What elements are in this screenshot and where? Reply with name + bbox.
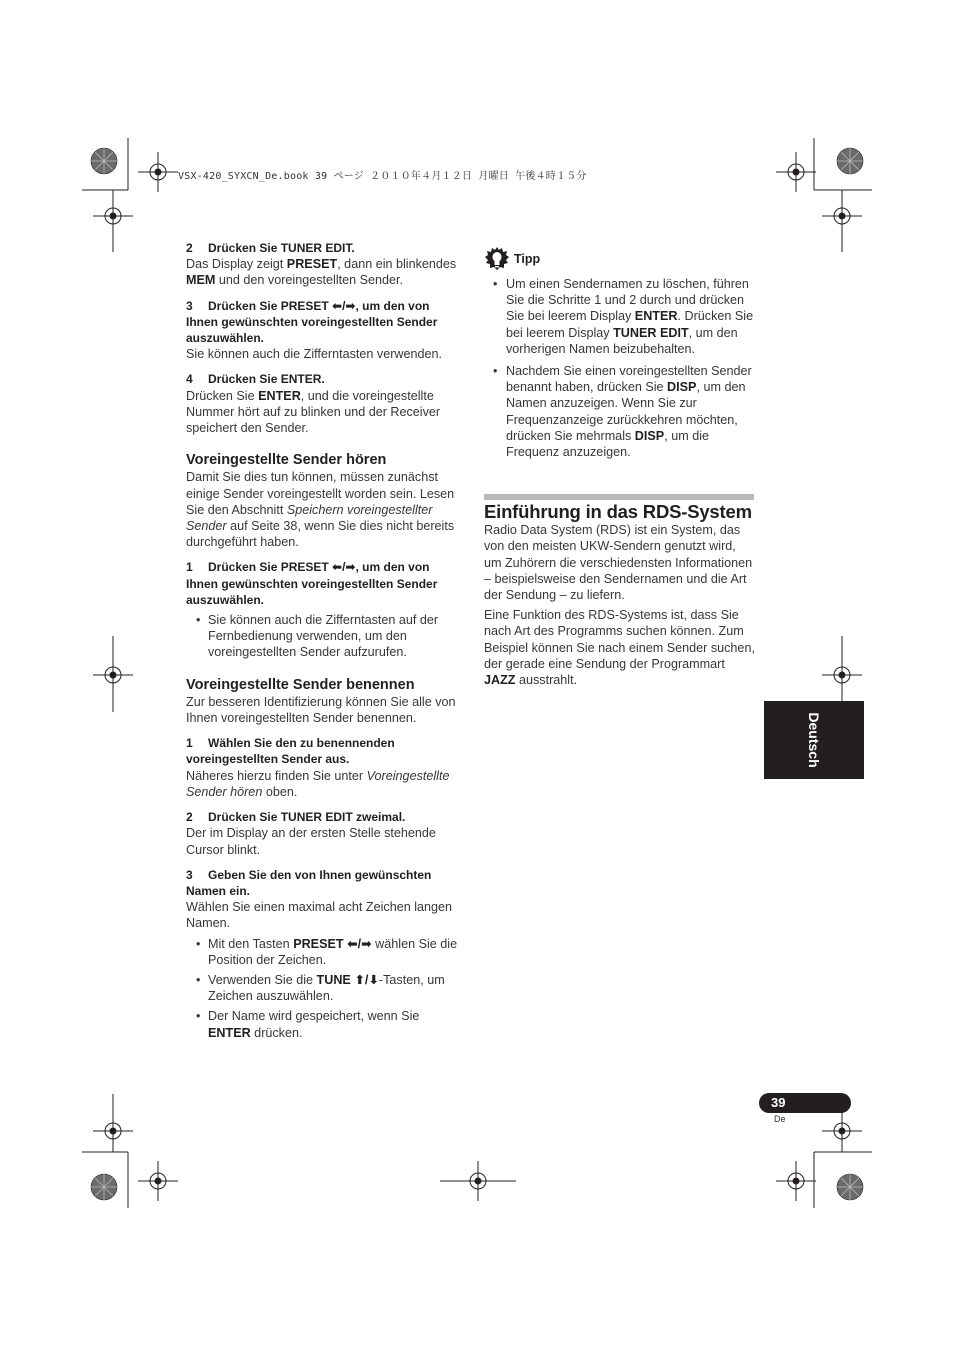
section-rule	[484, 494, 754, 500]
page-number: 39	[771, 1095, 786, 1110]
step-body: Der im Display an der ersten Stelle stehende Cursor blinkt.	[186, 826, 436, 857]
list-item: • Mit den Tasten PRESET ⬅/➡ wählen Sie die Position der Zeichen.	[186, 936, 464, 968]
step-body: Sie können auch die Zifferntasten verwenden.	[186, 347, 443, 362]
step-body: Wählen Sie einen maximal acht Zeichen langen Namen.	[186, 900, 453, 931]
step-body: Drücken Sie ENTER, und die voreingestellte Nummer hört auf zu blinken und der Receiver speichert den Sender.	[186, 388, 441, 436]
page-number-badge	[759, 1093, 851, 1113]
step-heading: 3 Drücken Sie PRESET ⬅/➡, um den von Ihnen gewünschten voreingestellten Sender auszuwählen.	[186, 298, 438, 346]
list-item: • Der Name wird gespeichert, wenn Sie ENTER drücken.	[186, 1008, 464, 1040]
list-item: • Verwenden Sie die TUNE ⬆/⬇-Tasten, um Zeichen auszuwählen.	[186, 972, 464, 1004]
tip-box	[484, 246, 756, 460]
language-tab-label: Deutsch	[806, 712, 822, 768]
left-column	[186, 240, 464, 1041]
rds-paragraph: Eine Funktion des RDS-Systems ist, dass Sie nach Art des Programms suchen können. Zum Beispiel können Sie nach einem Sender suchen, der gerade eine Sendung der Programmart JAZZ ausstrahlt.	[484, 608, 755, 688]
list-item: • Um einen Sendernamen zu löschen, führen Sie die Schritte 1 und 2 durch und drücken Sie bei leerem Display ENTER. Drücken Sie bei leerem Display TUNER EDIT, um den vorherigen Namen beizubehalten.	[484, 276, 756, 357]
step-heading: 1 Drücken Sie PRESET ⬅/➡, um den von Ihnen gewünschten voreingestellten Sender auszuwählen.	[186, 560, 438, 607]
step-heading: 4 Drücken Sie ENTER.	[186, 372, 325, 387]
bullet-list	[186, 936, 464, 1041]
rds-section	[484, 501, 756, 688]
language-tab	[764, 701, 864, 779]
tip-list	[484, 276, 756, 460]
page-language: De	[774, 1114, 786, 1124]
step-body: Das Display zeigt PRESET, dann ein blinkendes MEM und den voreingestellten Sender.	[186, 257, 457, 288]
list-item: • Nachdem Sie einen voreingestellten Sender benannt haben, drücken Sie DISP, um den Namen anzuzeigen. Wenn Sie zur Frequenzanzeige zurückkehren möchten, drücken Sie mehrmals DISP, um die Frequenz anzuzeigen.	[484, 363, 756, 460]
step-heading: 1 Wählen Sie den zu benennenden voreingestellten Sender aus.	[186, 736, 395, 767]
section-body: Zur besseren Identifizierung können Sie alle von Ihnen voreingestellten Sender benennen.	[186, 694, 456, 726]
section-heading-listen: Voreingestellte Sender hören	[186, 452, 387, 469]
rds-paragraph: Radio Data System (RDS) ist ein System, das von den meisten UKW-Sendern genutzt wird, um Zuhörern die verschiedensten Informationen – beispielsweise den Sendernamen und die Art der Sendung – zu liefern.	[484, 523, 753, 603]
step-heading: 3 Geben Sie den von Ihnen gewünschten Namen ein.	[186, 867, 432, 898]
print-header: VSX-420_SYXCN_De.book 39 ページ ２０１０年４月１２日 月曜日 午後４時１５分	[178, 171, 587, 182]
lightbulb-icon	[484, 246, 510, 272]
section-heading-name: Voreingestellte Sender benennen	[186, 676, 415, 693]
list-item: • Sie können auch die Zifferntasten auf der Fernbedienung verwenden, um den voreingestellten Sender aufzurufen.	[186, 612, 464, 661]
tip-label: Tipp	[514, 251, 541, 266]
tip-header	[484, 246, 756, 272]
step-body: Näheres hierzu finden Sie unter Voreingestellte Sender hören oben.	[186, 768, 450, 799]
rds-heading: Einführung in das RDS-System	[484, 501, 752, 522]
bullet-list	[186, 612, 464, 661]
section-body: Damit Sie dies tun können, müssen zunächst einige Sender voreingestellt worden sein. Lesen Sie den Abschnitt Speichern voreingestellter Sender auf Seite 38, wenn Sie dies nicht bereits durchgeführt haben.	[186, 470, 455, 550]
step-heading: 2 Drücken Sie TUNER EDIT.	[186, 241, 355, 255]
step-heading: 2 Drücken Sie TUNER EDIT zweimal.	[186, 810, 406, 825]
